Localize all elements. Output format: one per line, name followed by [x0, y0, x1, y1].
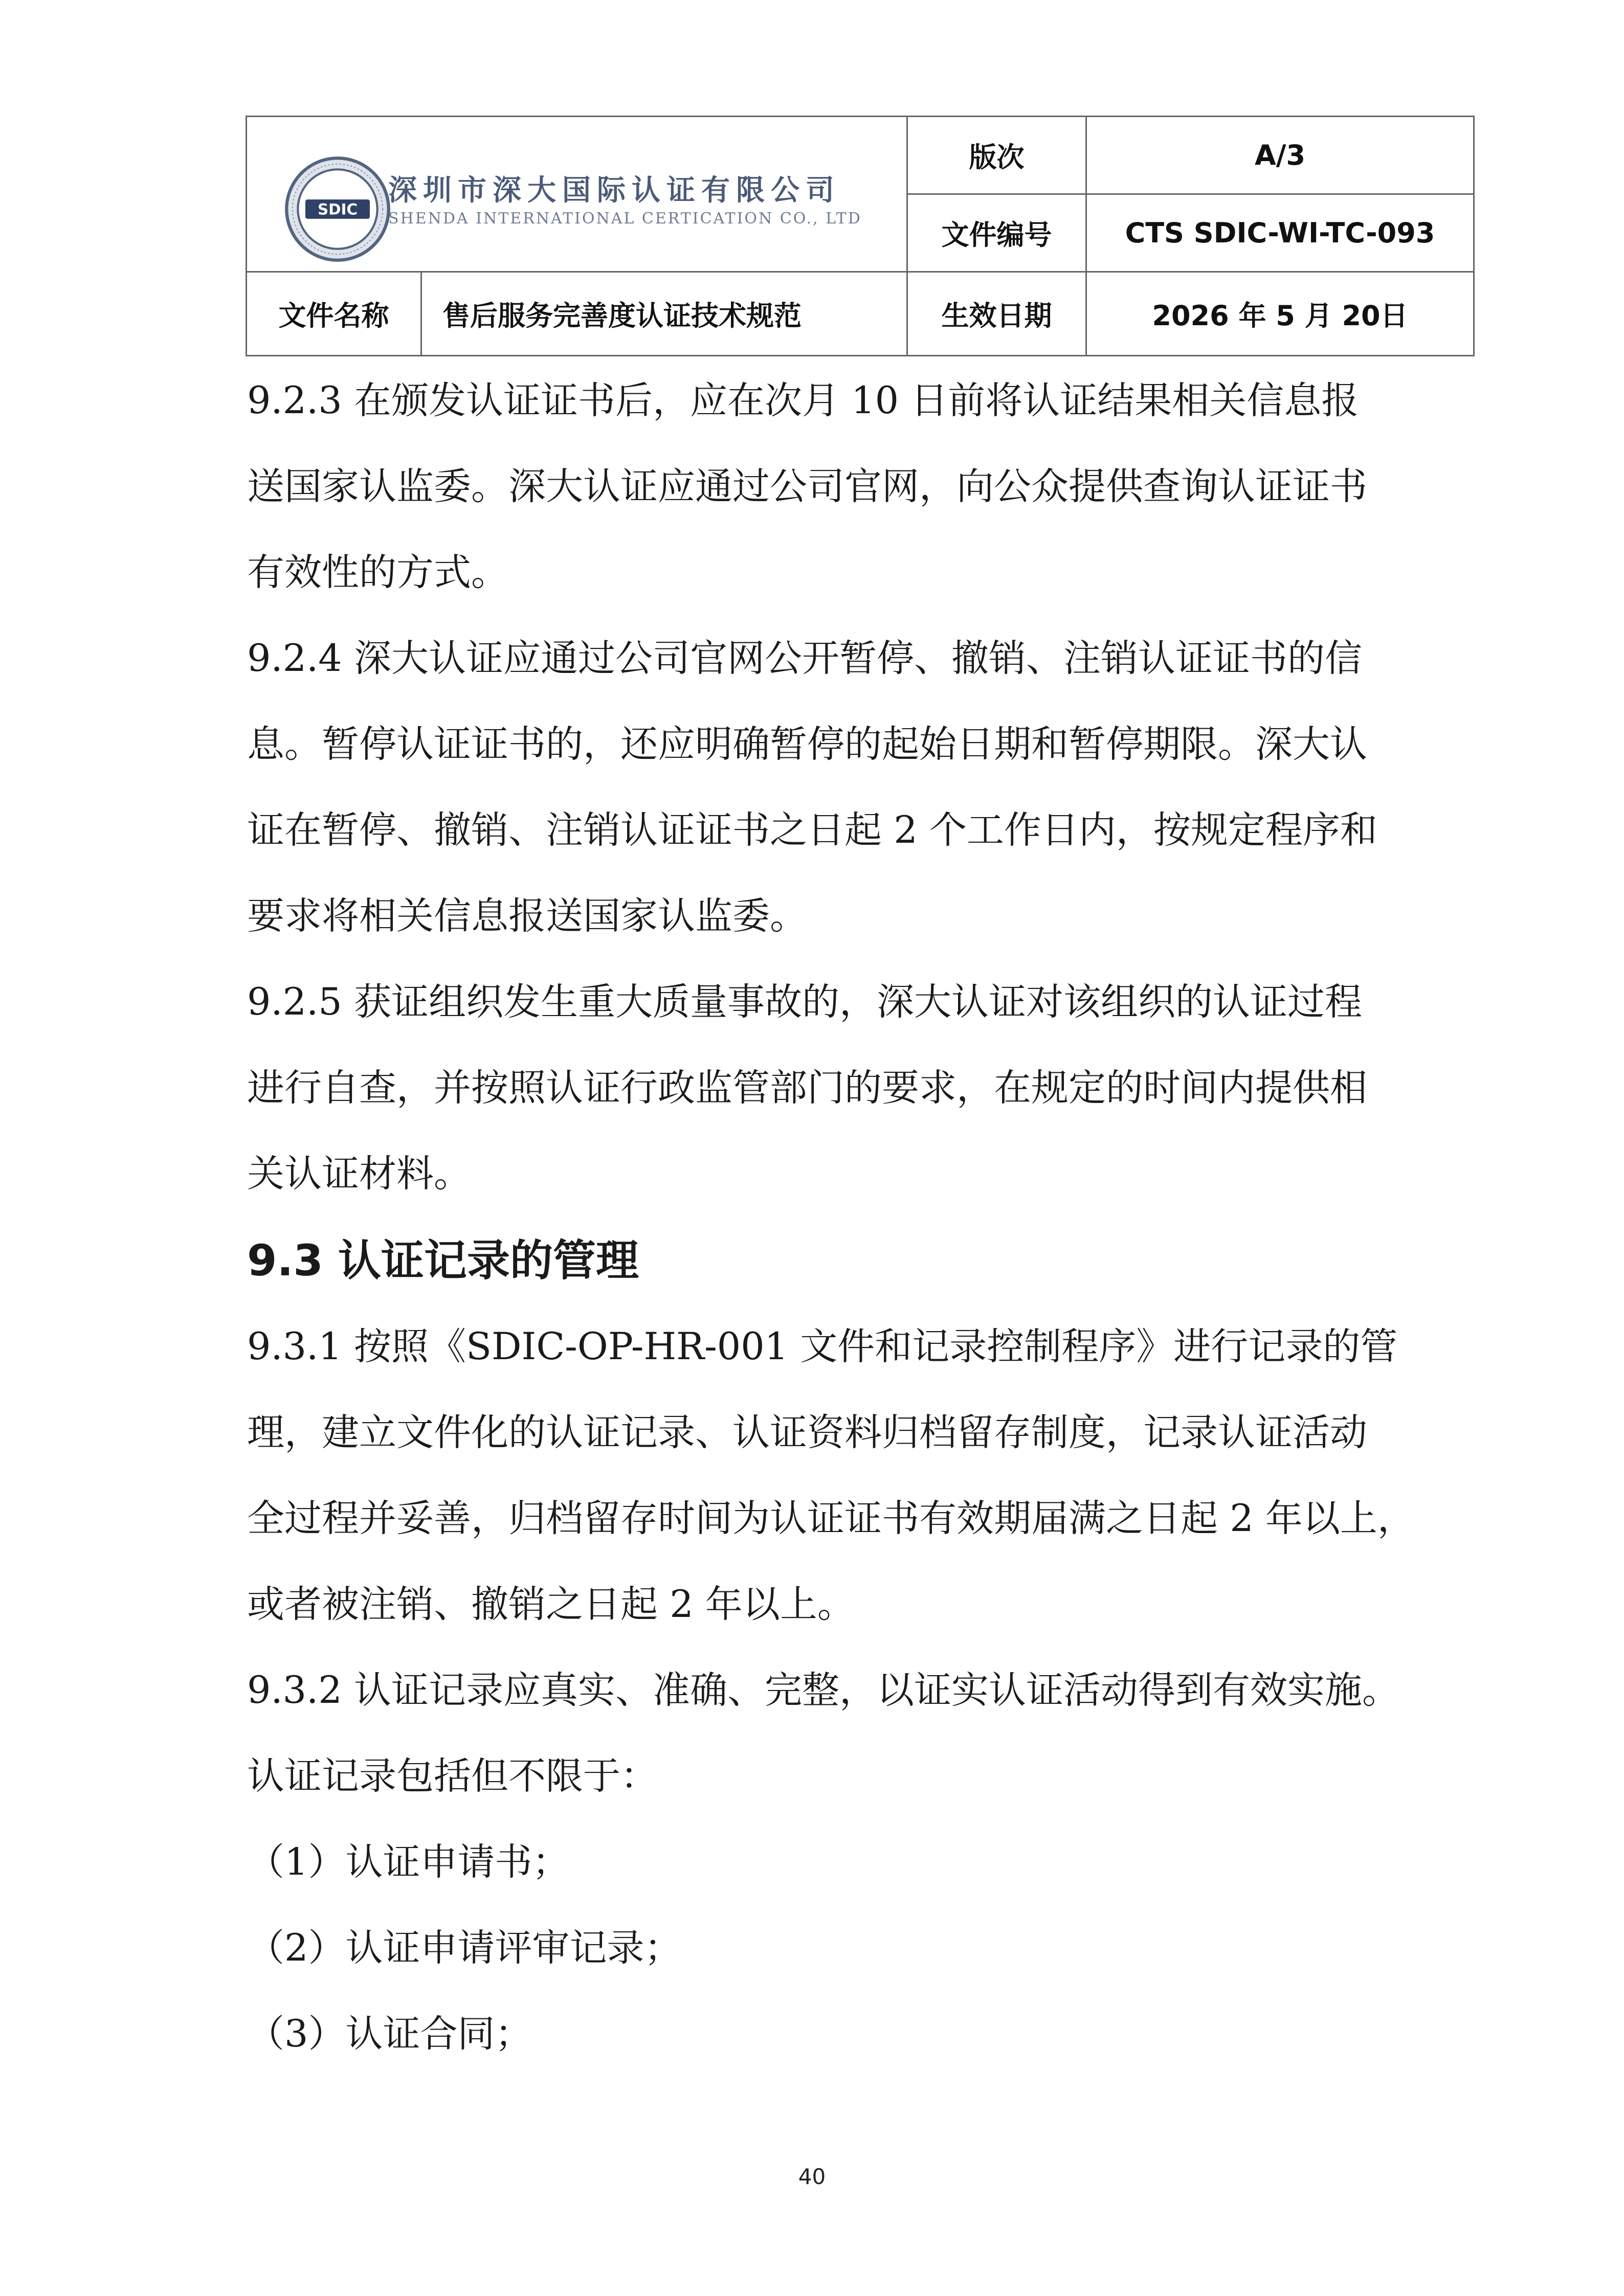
para-9-2-4-line-4: 要求将相关信息报送国家认监委。 [247, 894, 807, 938]
para-9-3-1-line-4: 或者被注销、撤销之日起 2 年以上。 [247, 1583, 855, 1626]
para-9-2-5-line-1: 9.2.5 获证组织发生重大质量事故的，深大认证对该组织的认证过程 [247, 980, 1362, 1024]
doc-name-label: 文件名称 [247, 272, 421, 356]
para-9-3-1-line-3: 全过程并妥善，归档留存时间为认证证书有效期届满之日起 2 年以上， [247, 1497, 1415, 1540]
para-9-2-4-line-1: 9.2.4 深大认证应通过公司官网公开暂停、撤销、注销认证证书的信 [247, 637, 1362, 680]
section-heading-9-3: 9.3 认证记录的管理 [247, 1235, 639, 1286]
para-9-3-2-line-2: 认证记录包括但不限于： [247, 1754, 658, 1798]
company-name-cn: 深圳市深大国际认证有限公司 [388, 173, 840, 207]
company-seal-logo [284, 155, 391, 263]
para-9-2-4-line-2: 息。暂停认证证书的，还应明确暂停的起始日期和暂停期限。深大认 [247, 723, 1367, 766]
effective-date-value: 2026 年 5 月 20日 [1086, 272, 1474, 356]
version-label: 版次 [907, 117, 1086, 194]
para-9-2-5-line-2: 进行自查，并按照认证行政监管部门的要求，在规定的时间内提供相 [247, 1066, 1367, 1110]
header-table [246, 116, 1475, 356]
list-item: （2）认证申请评审记录； [247, 1926, 682, 1970]
effective-date-label: 生效日期 [907, 272, 1086, 356]
version-value: A/3 [1086, 117, 1474, 194]
doc-no-label: 文件编号 [907, 194, 1086, 272]
page-number: 40 [798, 2164, 826, 2189]
para-9-3-1-line-2: 理，建立文件化的认证记录、认证资料归档留存制度，记录认证活动 [247, 1411, 1367, 1454]
doc-no-value: CTS SDIC-WI-TC-093 [1086, 194, 1474, 272]
logo-text: SDIC [317, 200, 358, 218]
para-9-2-4-line-3: 证在暂停、撤销、注销认证证书之日起 2 个工作日内，按规定程序和 [247, 808, 1377, 852]
document-body [247, 358, 1439, 2077]
para-9-3-2-line-1: 9.3.2 认证记录应真实、准确、完整，以证实认证活动得到有效实施。 [247, 1669, 1399, 1712]
list-item: （3）认证合同； [247, 2012, 532, 2056]
company-logo-cell [247, 117, 907, 272]
para-9-2-3-line-1: 9.2.3 在颁发认证证书后，应在次月 10 日前将认证结果相关信息报 [247, 379, 1359, 422]
list-item: （1）认证申请书； [247, 1840, 570, 1884]
para-9-3-1-line-1: 9.3.1 按照《SDIC-OP-HR-001 文件和记录控制程序》进行记录的管 [247, 1325, 1398, 1368]
para-9-2-5-line-3: 关认证材料。 [247, 1152, 471, 1196]
para-9-2-3-line-3: 有效性的方式。 [247, 551, 508, 594]
company-name-en: SHENDA INTERNATIONAL CERTICATION CO., LTD [388, 209, 862, 228]
para-9-2-3-line-2: 送国家认监委。深大认证应通过公司官网，向公众提供查询认证证书 [247, 465, 1367, 508]
doc-name-value: 售后服务完善度认证技术规范 [421, 272, 907, 356]
